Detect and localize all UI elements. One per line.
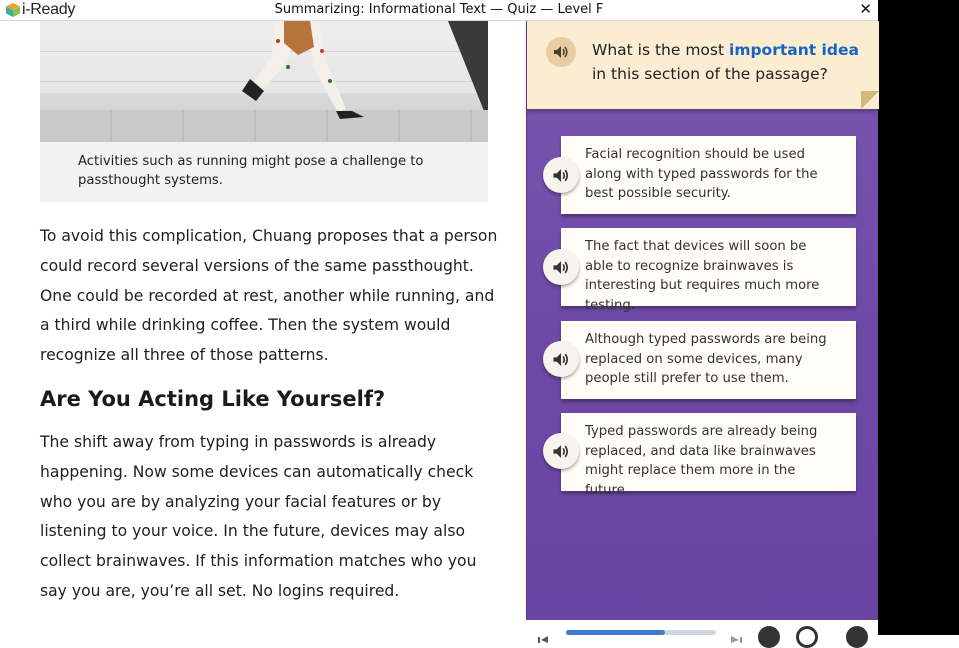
option-4-speaker-button[interactable]	[543, 433, 579, 469]
photo-caption: Activities such as running might pose a challenge to passthought systems.	[40, 142, 488, 202]
answer-option-1[interactable]	[561, 136, 856, 214]
question-text	[592, 38, 867, 86]
passage-pane[interactable]	[0, 21, 526, 635]
progress-bar	[566, 630, 716, 635]
outside-window-area	[878, 0, 959, 635]
answer-option-3[interactable]	[561, 321, 856, 399]
page-fold	[861, 91, 879, 109]
runner-legs-illustration	[218, 21, 378, 142]
running-photo	[40, 21, 488, 142]
option-2-speaker-button[interactable]	[543, 249, 579, 285]
section-heading: Are You Acting Like Yourself?	[40, 387, 386, 411]
option-3-speaker-button[interactable]	[543, 341, 579, 377]
pause-button[interactable]	[758, 626, 780, 648]
option-1-speaker-button[interactable]	[543, 157, 579, 193]
question-speaker-button[interactable]	[546, 37, 576, 67]
question-highlight: important idea	[729, 41, 859, 59]
progress-fill	[566, 630, 665, 635]
answer-option-text: The fact that devices will soon be able to recognize brainwaves is interesting but requires much more testing.	[585, 239, 820, 313]
answer-option-2[interactable]	[561, 228, 856, 313]
answer-option-text: Facial recognition should be used along with typed passwords for the best possible security.	[585, 147, 818, 201]
speaker-icon	[553, 45, 569, 59]
bottom-toolbar	[526, 620, 878, 635]
help-button[interactable]	[796, 626, 818, 648]
close-button[interactable]: ✕	[859, 0, 872, 18]
title-bar	[0, 0, 878, 21]
skip-forward-icon[interactable]	[731, 628, 743, 635]
speaker-icon	[552, 168, 570, 183]
settings-button[interactable]	[846, 626, 868, 648]
answer-option-text: Although typed passwords are being replaced on some devices, many people still prefer to use them.	[585, 332, 827, 386]
passage-paragraph-2: The shift away from typing in passwords is already happening. Now some devices can automatically check who you are by analyzing your facial features or by listening to your voice. In the future, devices may also collect brainwaves. If this information matches who you say you are, you’re all set. No logins required.	[40, 433, 477, 600]
question-prefix: What is the most	[592, 41, 729, 59]
passage-paragraph-1: To avoid this complication, Chuang proposes that a person could record several versions of the same passthought. One could be recorded at rest, another while running, and a third while drinking coffee. Then the system would recognize all three of those patterns.	[40, 227, 498, 365]
speaker-icon	[552, 260, 570, 275]
speaker-icon	[552, 444, 570, 459]
answer-option-4[interactable]	[561, 413, 856, 498]
question-suffix: in this section of the passage?	[592, 65, 828, 83]
skip-back-icon[interactable]	[538, 628, 552, 635]
question-card	[527, 21, 879, 109]
window-title: Summarizing: Informational Text — Quiz — Level F	[274, 2, 604, 17]
quiz-pane	[526, 21, 878, 635]
logo-text: i-Ready	[22, 1, 76, 18]
speaker-icon	[552, 352, 570, 367]
answer-option-text: Typed passwords are already being replaced, and data like brainwaves might replace them more in the future.	[585, 424, 818, 498]
